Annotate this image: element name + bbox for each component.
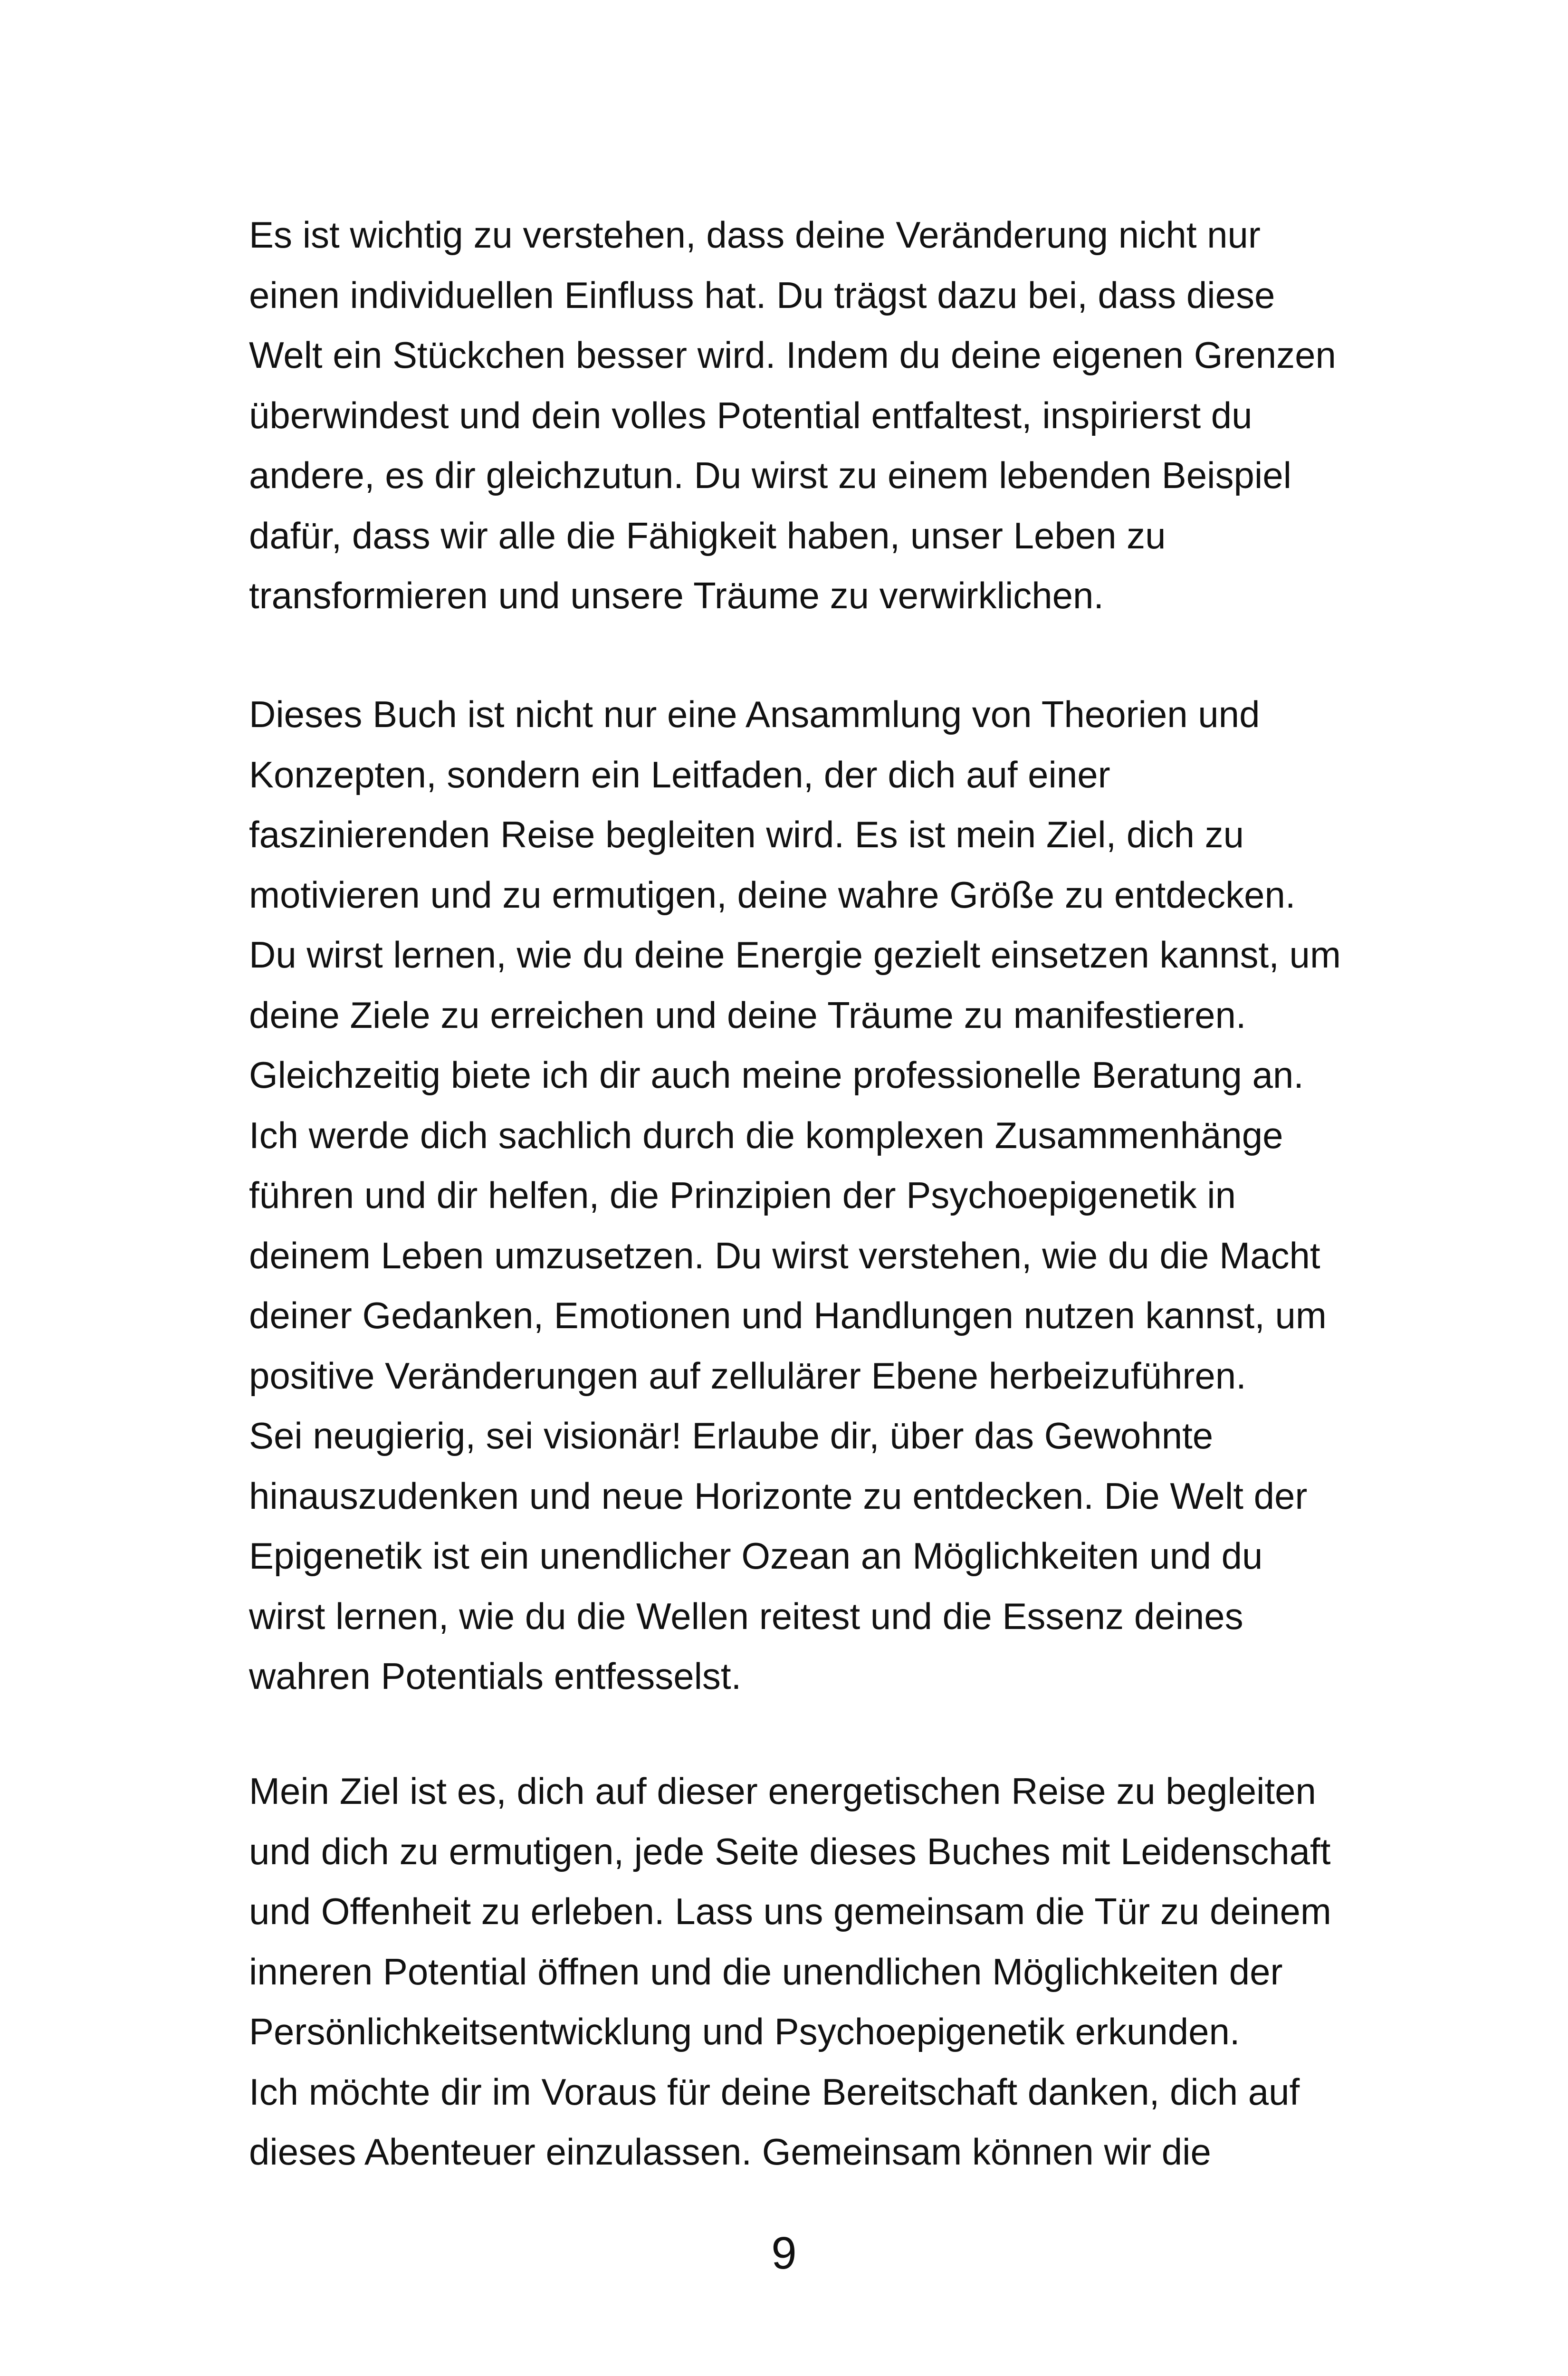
paragraph-1 (249, 205, 1446, 626)
text-line: Konzepten, sondern ein Leitfaden, der dich auf einer (249, 753, 1110, 795)
text-line: dieses Abenteuer einzulassen. Gemeinsam können wir die (249, 2131, 1211, 2173)
text-line: führen und dir helfen, die Prinzipien der Psychoepigenetik in (249, 1174, 1236, 1216)
text-line: faszinierenden Reise begleiten wird. Es ist mein Ziel, dich zu (249, 814, 1244, 855)
paragraph-2 (249, 684, 1446, 1706)
text-line: Du wirst lernen, wie du deine Energie gezielt einsetzen kannst, um (249, 934, 1341, 976)
text-line: inneren Potential öffnen und die unendlichen Möglichkeiten der (249, 1950, 1283, 1993)
text-line: Dieses Buch ist nicht nur eine Ansammlung von Theorien und (249, 693, 1260, 735)
text-line: wahren Potentials entfesselst. (249, 1655, 742, 1697)
text-line: hinauszudenken und neue Horizonte zu entdecken. Die Welt der (249, 1475, 1308, 1517)
text-line: Epigenetik ist ein unendlicher Ozean an Möglichkeiten und du (249, 1535, 1263, 1577)
text-line: positive Veränderungen auf zellulärer Ebene herbeizuführen. (249, 1354, 1246, 1397)
text-line: Persönlichkeitsentwicklung und Psychoepigenetik erkunden. (249, 2011, 1240, 2052)
text-line: Ich möchte dir im Voraus für deine Bereitschaft danken, dich auf (249, 2070, 1300, 2113)
text-line: Welt ein Stückchen besser wird. Indem du deine eigenen Grenzen (249, 334, 1336, 376)
text-line: Gleichzeitig biete ich dir auch meine professionelle Beratung an. (249, 1054, 1304, 1096)
text-line: Es ist wichtig zu verstehen, dass deine Veränderung nicht nur (249, 214, 1261, 256)
text-line: Sei neugierig, sei visionär! Erlaube dir, über das Gewohnte (249, 1415, 1214, 1456)
text-line: Mein Ziel ist es, dich auf dieser energetischen Reise zu begleiten (249, 1770, 1316, 1812)
text-line: Ich werde dich sachlich durch die komplexen Zusammenhänge (249, 1114, 1283, 1156)
text-line: transformieren und unsere Träume zu verwirklichen. (249, 575, 1104, 616)
text-line: deinem Leben umzusetzen. Du wirst verstehen, wie du die Macht (249, 1234, 1320, 1276)
paragraph-3 (249, 1761, 1446, 2182)
text-line: und dich zu ermutigen, jede Seite dieses Buches mit Leidenschaft (249, 1830, 1331, 1872)
text-line: andere, es dir gleichzutun. Du wirst zu einem lebenden Beispiel (249, 454, 1291, 496)
text-line: überwindest und dein volles Potential entfaltest, inspirierst du (249, 394, 1252, 436)
text-line: wirst lernen, wie du die Wellen reitest und die Essenz deines (249, 1595, 1243, 1637)
text-line: deine Ziele zu erreichen und deine Träume zu manifestieren. (249, 994, 1246, 1036)
text-line: deiner Gedanken, Emotionen und Handlungen nutzen kannst, um (249, 1294, 1327, 1336)
text-line: einen individuellen Einfluss hat. Du trägst dazu bei, dass diese (249, 274, 1275, 316)
text-line: motivieren und zu ermutigen, deine wahre Größe zu entdecken. (249, 873, 1296, 916)
page-number: 9 (771, 2228, 797, 2279)
text-line: und Offenheit zu erleben. Lass uns gemeinsam die Tür zu deinem (249, 1890, 1331, 1932)
text-line: dafür, dass wir alle die Fähigkeit haben, unser Leben zu (249, 514, 1166, 556)
